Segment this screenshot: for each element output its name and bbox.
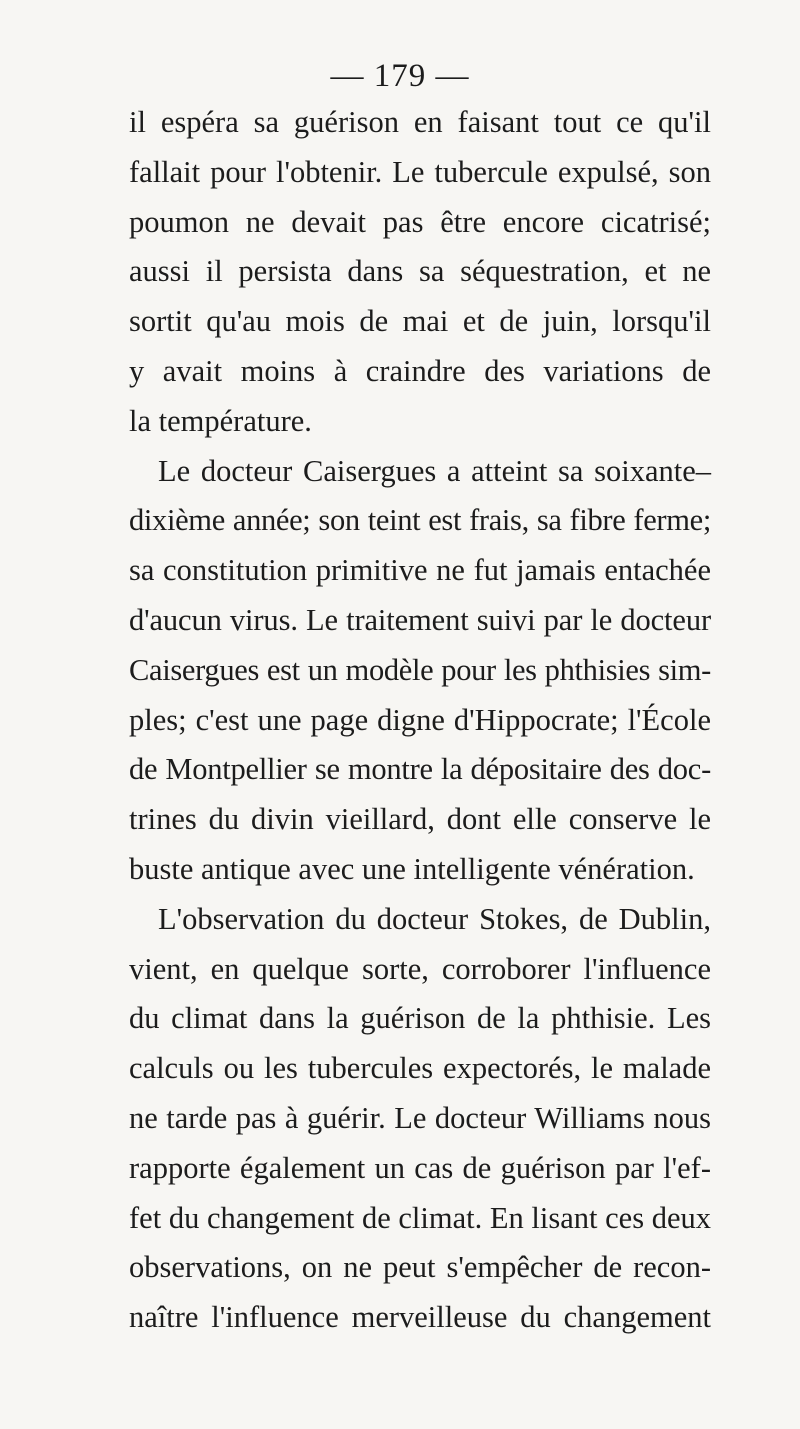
- text-line: ne tarde pas à guérir. Le docteur Williams nous: [129, 1100, 711, 1135]
- text-line: y avait moins à craindre des variations de: [129, 353, 711, 388]
- text-line: naître l'influence merveilleuse du changement: [129, 1300, 711, 1335]
- text-line: d'aucun virus. Le traitement suivi par le docteur: [129, 602, 711, 637]
- text-line: fet du changement de climat. En lisant ces deux: [129, 1200, 711, 1235]
- text-line: de Montpellier se montre la dépositaire des doc-: [129, 752, 711, 787]
- text-line: rapporte également un cas de guérison par l'ef-: [129, 1150, 711, 1185]
- text-line: dixième année; son teint est frais, sa fibre ferme;: [129, 503, 711, 538]
- text-line: vient, en quelque sorte, corroborer l'influence: [129, 951, 711, 986]
- text-line: aussi il persista dans sa séquestration, et ne: [129, 254, 711, 289]
- text-line: Caisergues est un modèle pour les phthisies sim-: [129, 652, 711, 687]
- text-line: trines du divin vieillard, dont elle conserve le: [129, 802, 711, 837]
- text-line: fallait pour l'obtenir. Le tubercule expulsé, son: [129, 154, 711, 189]
- body-text: [129, 98, 711, 1343]
- text-line: Le docteur Caisergues a atteint sa soixante–: [158, 453, 711, 488]
- text-line: poumon ne devait pas être encore cicatrisé;: [129, 204, 711, 239]
- page-number: — 179 —: [330, 58, 470, 94]
- text-line: sortit qu'au mois de mai et de juin, lorsqu'il: [129, 304, 711, 339]
- text-line: du climat dans la guérison de la phthisie. Les: [129, 1001, 711, 1036]
- text-line: L'observation du docteur Stokes, de Dublin,: [158, 901, 711, 936]
- text-line: observations, on ne peut s'empêcher de recon-: [129, 1250, 711, 1285]
- text-line: il espéra sa guérison en faisant tout ce qu'il: [129, 105, 711, 139]
- text-line: la température.: [129, 403, 312, 438]
- text-line: ples; c'est une page digne d'Hippocrate; l'École: [129, 702, 711, 737]
- text-line: buste antique avec une intelligente vénération.: [129, 851, 695, 886]
- text-line: calculs ou les tubercules expectorés, le malade: [129, 1051, 711, 1086]
- text-line: sa constitution primitive ne fut jamais entachée: [129, 553, 711, 588]
